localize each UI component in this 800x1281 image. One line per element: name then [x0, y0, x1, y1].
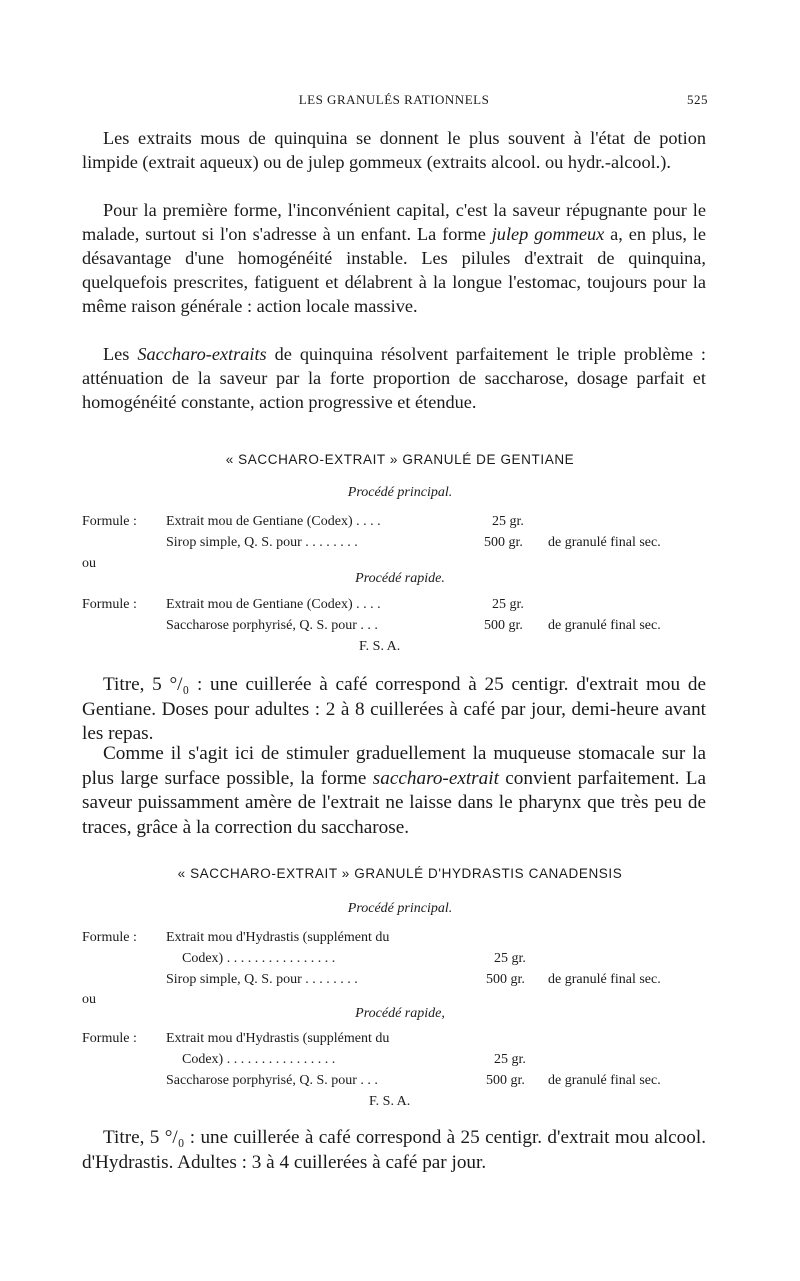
hydrastis-formula-2-row-2: Saccharose porphyrisé, Q. S. pour . . . — [166, 1073, 378, 1088]
gentiane-formula-1-row-1-qty: 25 gr. — [492, 514, 524, 529]
hydrastis-formula-2-row-2-note: de granulé final sec. — [548, 1073, 661, 1088]
hydrastis-formula-2-row-1-qty: 25 gr. — [494, 1052, 526, 1067]
gentiane-formula-2-row-1: Extrait mou de Gentiane (Codex) . . . . — [166, 597, 381, 612]
gentiane-formula-2-row-2: Saccharose porphyrisé, Q. S. pour . . . — [166, 618, 378, 633]
hydrastis-formula-2-label: Formule : — [82, 1031, 137, 1046]
gentiane-titre-paragraph: Titre, 5 °/₀ : une cuillerée à café correspond à 25 centigr. d'extrait mou de Gentiane. Doses pour adultes : 2 à 8 cuillerées à café par jour, demi-heure avant les repas. — [82, 674, 706, 744]
intro-p3-text-b: de quinquina résolvent parfaitement le triple problème : atténuation de la saveur par la forte proportion de saccharose, dosage parfait et homogénéité constante, action progressive et étendue. — [82, 344, 706, 412]
hydrastis-formula-1-row-1-cont: Codex) . . . . . . . . . . . . . . . . — [182, 951, 336, 966]
page-number: 525 — [687, 92, 708, 107]
gentiane-procede-principal: Procédé principal. — [347, 485, 453, 500]
intro-paragraph-1: Les extraits mous de quinquina se donnent le plus souvent à l'état de potion limpide (extrait aqueux) ou de julep gommeux (extraits alcool. ou hydr.-alcool.). — [82, 128, 706, 172]
gentiane-fsa: F. S. A. — [359, 639, 401, 654]
gentiane-comment-text-b: convient parfaitement. La saveur puissamment amère de l'extrait ne laisse dans le pharynx que très peu de traces, grâce à la correction du saccharose. — [82, 767, 706, 838]
hydrastis-titre-paragraph: Titre, 5 °/₀ : une cuillerée à café correspond à 25 centigr. d'extrait mou alcool. d'Hydrastis. Adultes : 3 à 4 cuillerées à café par jour. — [82, 1127, 706, 1173]
gentiane-comment-text-a: Comme il s'agit ici de stimuler graduellement la muqueuse stomacale sur la plus large surface possible, la forme — [82, 743, 706, 789]
gentiane-comment-paragraph — [82, 742, 706, 840]
hydrastis-formula-2-row-2-qty: 500 gr. — [486, 1073, 525, 1088]
hydrastis-or: ou — [82, 992, 96, 1007]
hydrastis-formula-2-row-1-cont: Codex) . . . . . . . . . . . . . . . . — [182, 1052, 336, 1067]
gentiane-formula-1-row-2-qty: 500 gr. — [484, 535, 523, 550]
gentiane-formula-1-label: Formule : — [82, 514, 137, 529]
intro-p3-italic: Saccharo-extraits — [137, 344, 267, 364]
intro-paragraph-2 — [82, 198, 706, 318]
hydrastis-formula-1-row-2: Sirop simple, Q. S. pour . . . . . . . . — [166, 972, 358, 987]
gentiane-formula-2-row-2-note: de granulé final sec. — [548, 618, 661, 633]
gentiane-or: ou — [82, 556, 96, 571]
intro-p2-text-b: a, en plus, le désavantage d'une homogénéité instable. Les pilules d'extrait de quinquina, quelquefois prescrites, fatiguent et délabrent à la longue l'estomac, toujours pour la même raison générale : action locale massive. — [82, 224, 706, 316]
intro-p2-italic: julep gommeux — [491, 224, 605, 244]
hydrastis-procede-principal: Procédé principal. — [347, 901, 453, 916]
hydrastis-formula-1-row-2-qty: 500 gr. — [486, 972, 525, 987]
gentiane-formula-1-row-2: Sirop simple, Q. S. pour . . . . . . . . — [166, 535, 358, 550]
hydrastis-heading: « SACCHARO-EXTRAIT » GRANULÉ D'HYDRASTIS CANADENSIS — [177, 866, 623, 881]
running-title: LES GRANULÉS RATIONNELS — [298, 92, 490, 107]
running-header — [80, 92, 708, 112]
gentiane-formula-1-row-2-note: de granulé final sec. — [548, 535, 661, 550]
hydrastis-formula-1-row-1-qty: 25 gr. — [494, 951, 526, 966]
intro-paragraph-3 — [82, 342, 706, 414]
hydrastis-procede-rapide: Procédé rapide, — [355, 1006, 445, 1021]
gentiane-formula-2-row-1-qty: 25 gr. — [492, 597, 524, 612]
hydrastis-formula-1-row-1: Extrait mou d'Hydrastis (supplément du — [166, 930, 390, 945]
hydrastis-formula-1-row-2-note: de granulé final sec. — [548, 972, 661, 987]
intro-p2-text-a: Pour la première forme, l'inconvénient capital, c'est la saveur répugnante pour le malade, surtout si l'on s'adresse à un enfant. La forme — [82, 200, 706, 244]
hydrastis-formula-2-row-1: Extrait mou d'Hydrastis (supplément du — [166, 1031, 390, 1046]
hydrastis-fsa: F. S. A. — [369, 1094, 411, 1109]
gentiane-heading: « SACCHARO-EXTRAIT » GRANULÉ DE GENTIANE — [225, 452, 575, 467]
hydrastis-formula-1-label: Formule : — [82, 930, 137, 945]
gentiane-formula-2-label: Formule : — [82, 597, 137, 612]
gentiane-formula-1-row-1: Extrait mou de Gentiane (Codex) . . . . — [166, 514, 381, 529]
gentiane-comment-italic: saccharo-extrait — [372, 767, 499, 789]
gentiane-formula-2-row-2-qty: 500 gr. — [484, 618, 523, 633]
gentiane-procede-rapide: Procédé rapide. — [355, 571, 445, 586]
intro-p3-text-a: Les — [103, 344, 138, 364]
